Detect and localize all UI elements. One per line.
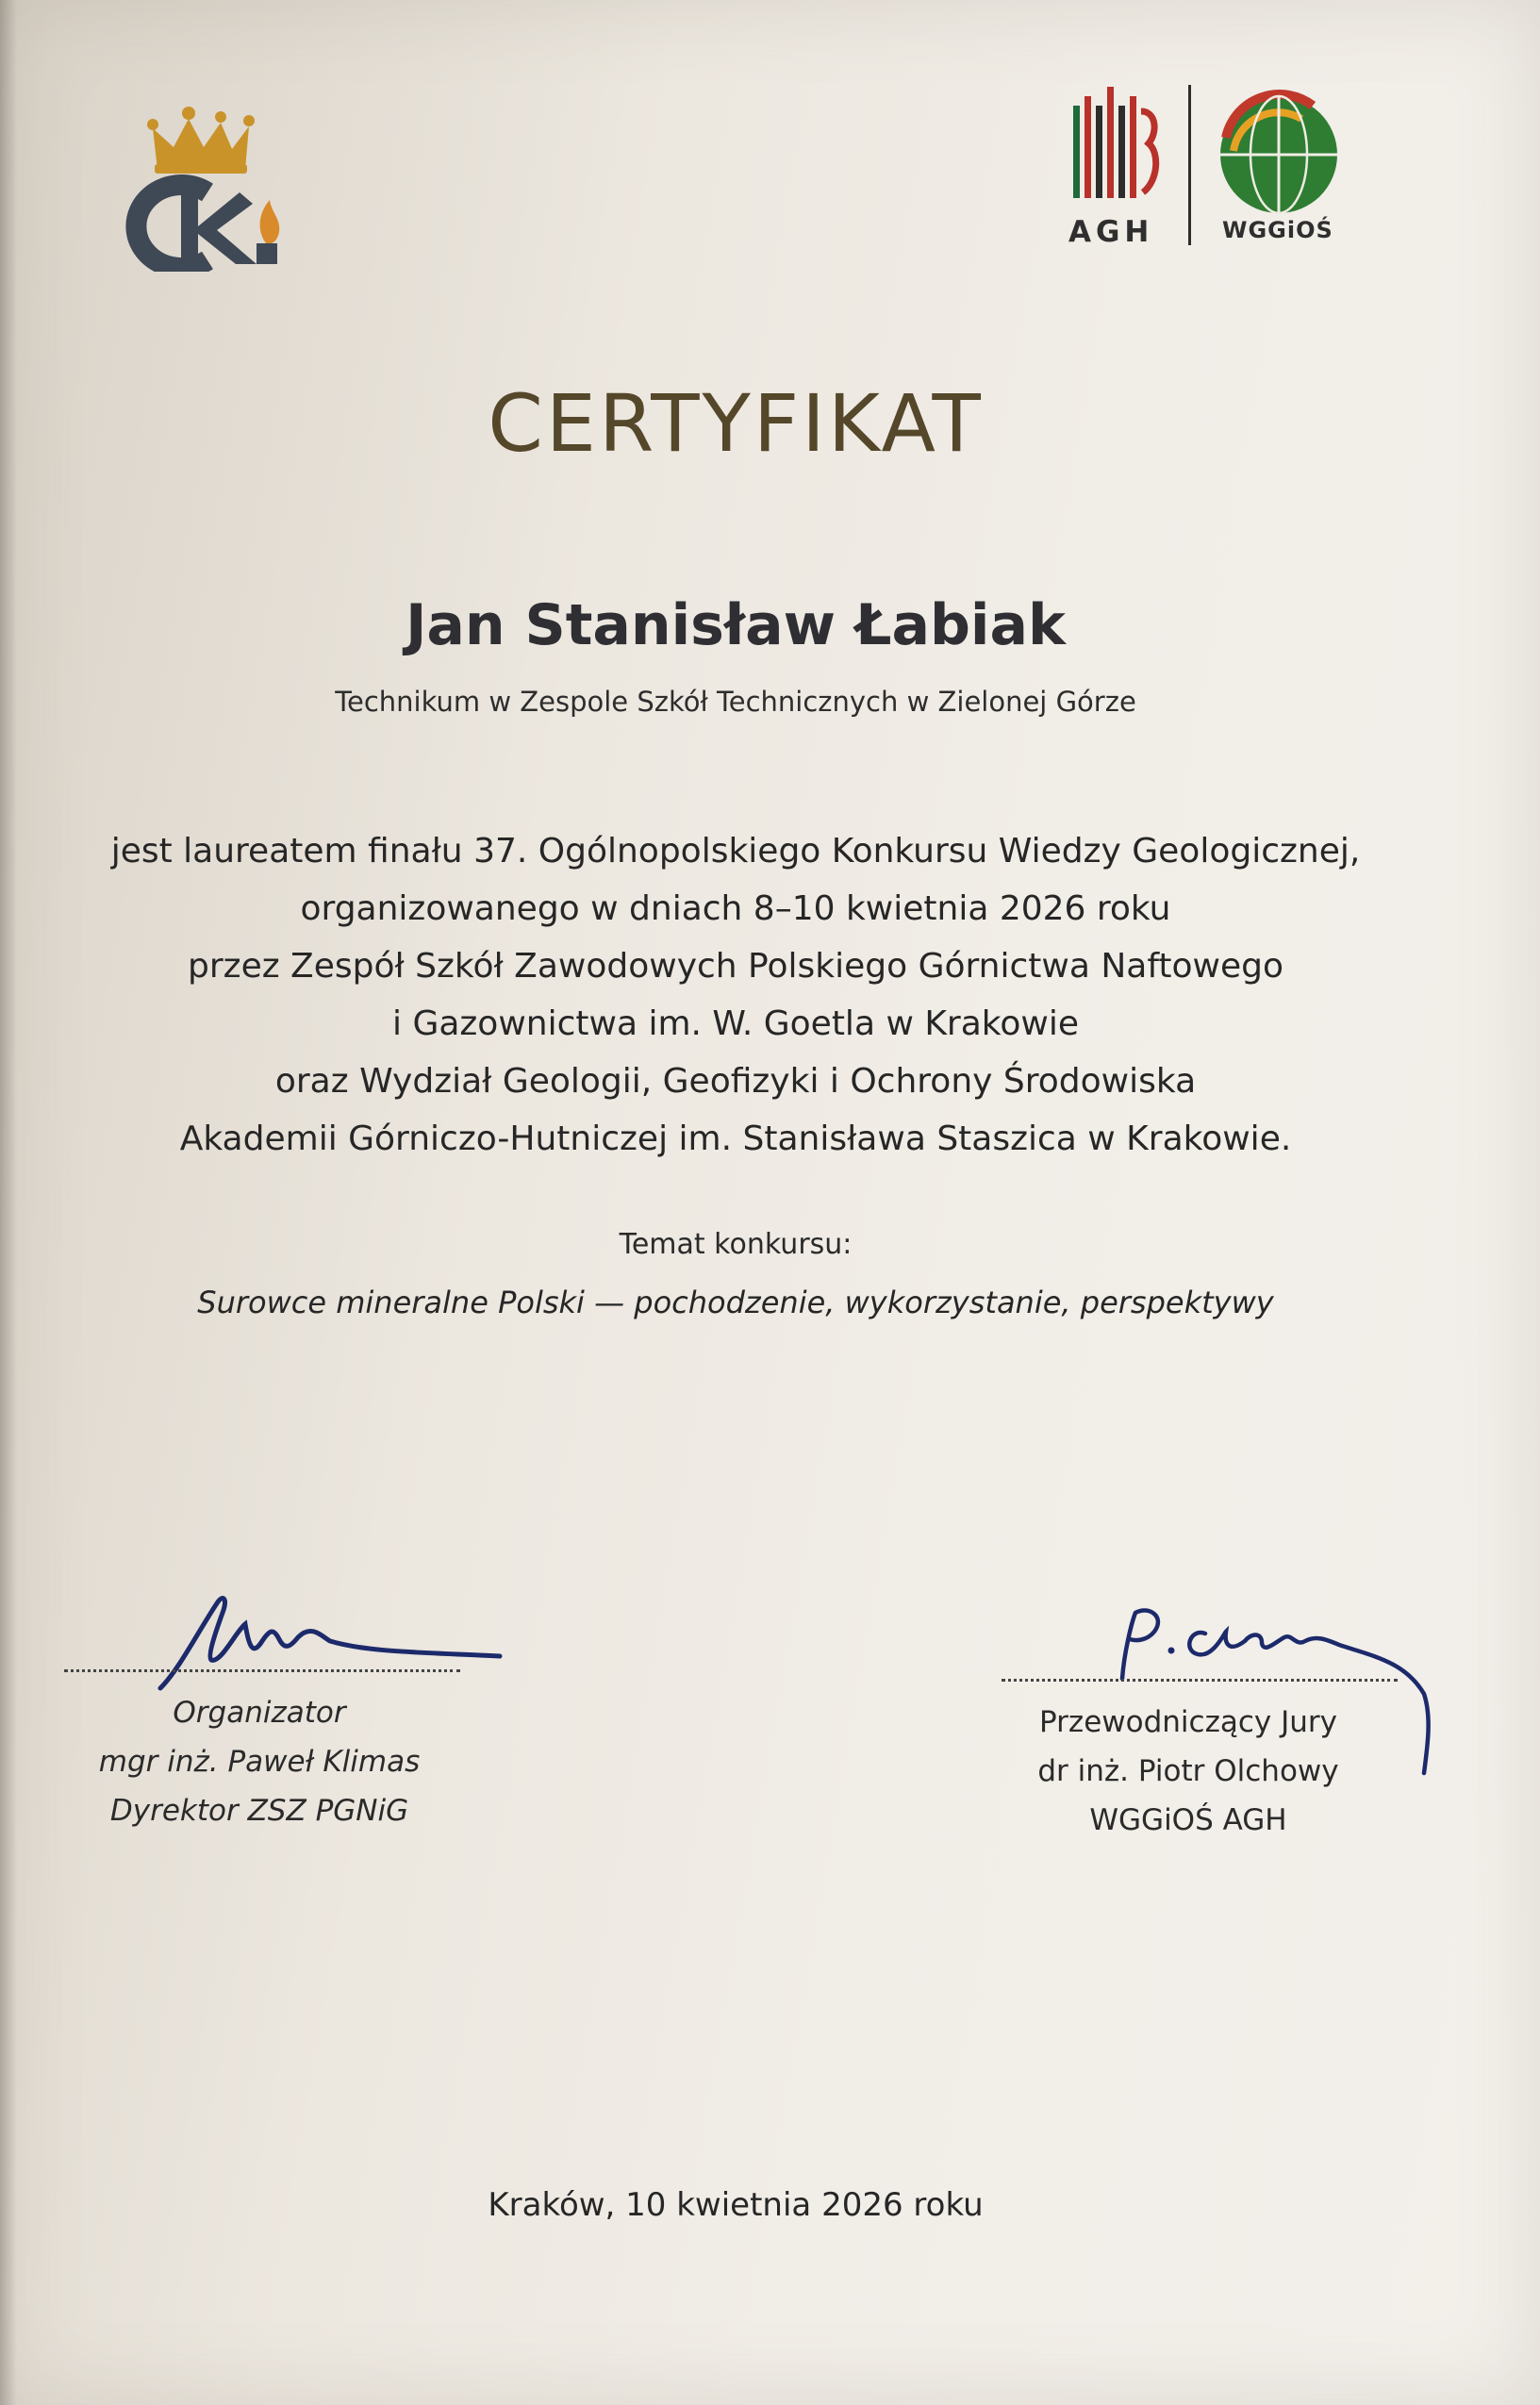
recipient-name: Jan Stanisław Łabiak bbox=[406, 592, 1066, 658]
organizer-person: mgr inż. Paweł Klimas bbox=[98, 1745, 421, 1779]
jury-signature-line bbox=[1002, 1679, 1398, 1682]
body-line: Akademii Górniczo-Hutniczej im. Stanisława Staszica w Krakowie. bbox=[179, 1120, 1292, 1158]
organizer-position: Dyrektor ZSZ PGNiG bbox=[109, 1794, 409, 1828]
organizer-caption bbox=[85, 1688, 434, 1835]
recipient-school: Technikum w Zespole Szkół Technicznych w Zielonej Górze bbox=[335, 686, 1136, 718]
body-line: i Gazownictwa im. W. Goetla w Krakowie bbox=[392, 1004, 1079, 1043]
competition-topic: Surowce mineralne Polski — pochodzenie, wykorzystanie, perspektywy bbox=[197, 1285, 1274, 1320]
certificate-title: CERTYFIKAT bbox=[488, 377, 984, 470]
jury-chair-role: Przewodniczący Jury bbox=[1039, 1705, 1337, 1739]
body-line: organizowanego w dniach 8–10 kwietnia 2026 roku bbox=[300, 889, 1171, 928]
agh-logo-mark bbox=[1073, 87, 1156, 198]
wggios-logo-label: WGGiOŚ bbox=[1222, 217, 1333, 243]
agh-logo-label: AGH bbox=[1068, 215, 1154, 249]
page-edge-shadow bbox=[0, 0, 17, 2405]
body-line: jest laureatem finału 37. Ogólnopolskiego Konkursu Wiedzy Geologicznej, bbox=[110, 832, 1361, 871]
ck-crown-logo bbox=[115, 102, 294, 272]
organizer-signature bbox=[141, 1566, 519, 1707]
topic-label: Temat konkursu: bbox=[619, 1228, 853, 1261]
institution-logos bbox=[1066, 77, 1349, 257]
organizer-role: Organizator bbox=[173, 1696, 346, 1730]
jury-chair-person: dr inż. Piotr Olchowy bbox=[1037, 1754, 1339, 1788]
wggios-logo-mark bbox=[1220, 94, 1337, 213]
certificate-body bbox=[0, 822, 1471, 1168]
body-line: oraz Wydział Geologii, Geofizyki i Ochrony Środowiska bbox=[274, 1062, 1197, 1101]
jury-chair-caption bbox=[1018, 1698, 1358, 1845]
body-line: przez Zespół Szkół Zawodowych Polskiego Górnictwa Naftowego bbox=[188, 947, 1283, 986]
jury-chair-position: WGGiOŚ AGH bbox=[1089, 1803, 1287, 1837]
organizer-signature-line bbox=[64, 1669, 460, 1672]
place-and-date: Kraków, 10 kwietnia 2026 roku bbox=[488, 2186, 984, 2224]
